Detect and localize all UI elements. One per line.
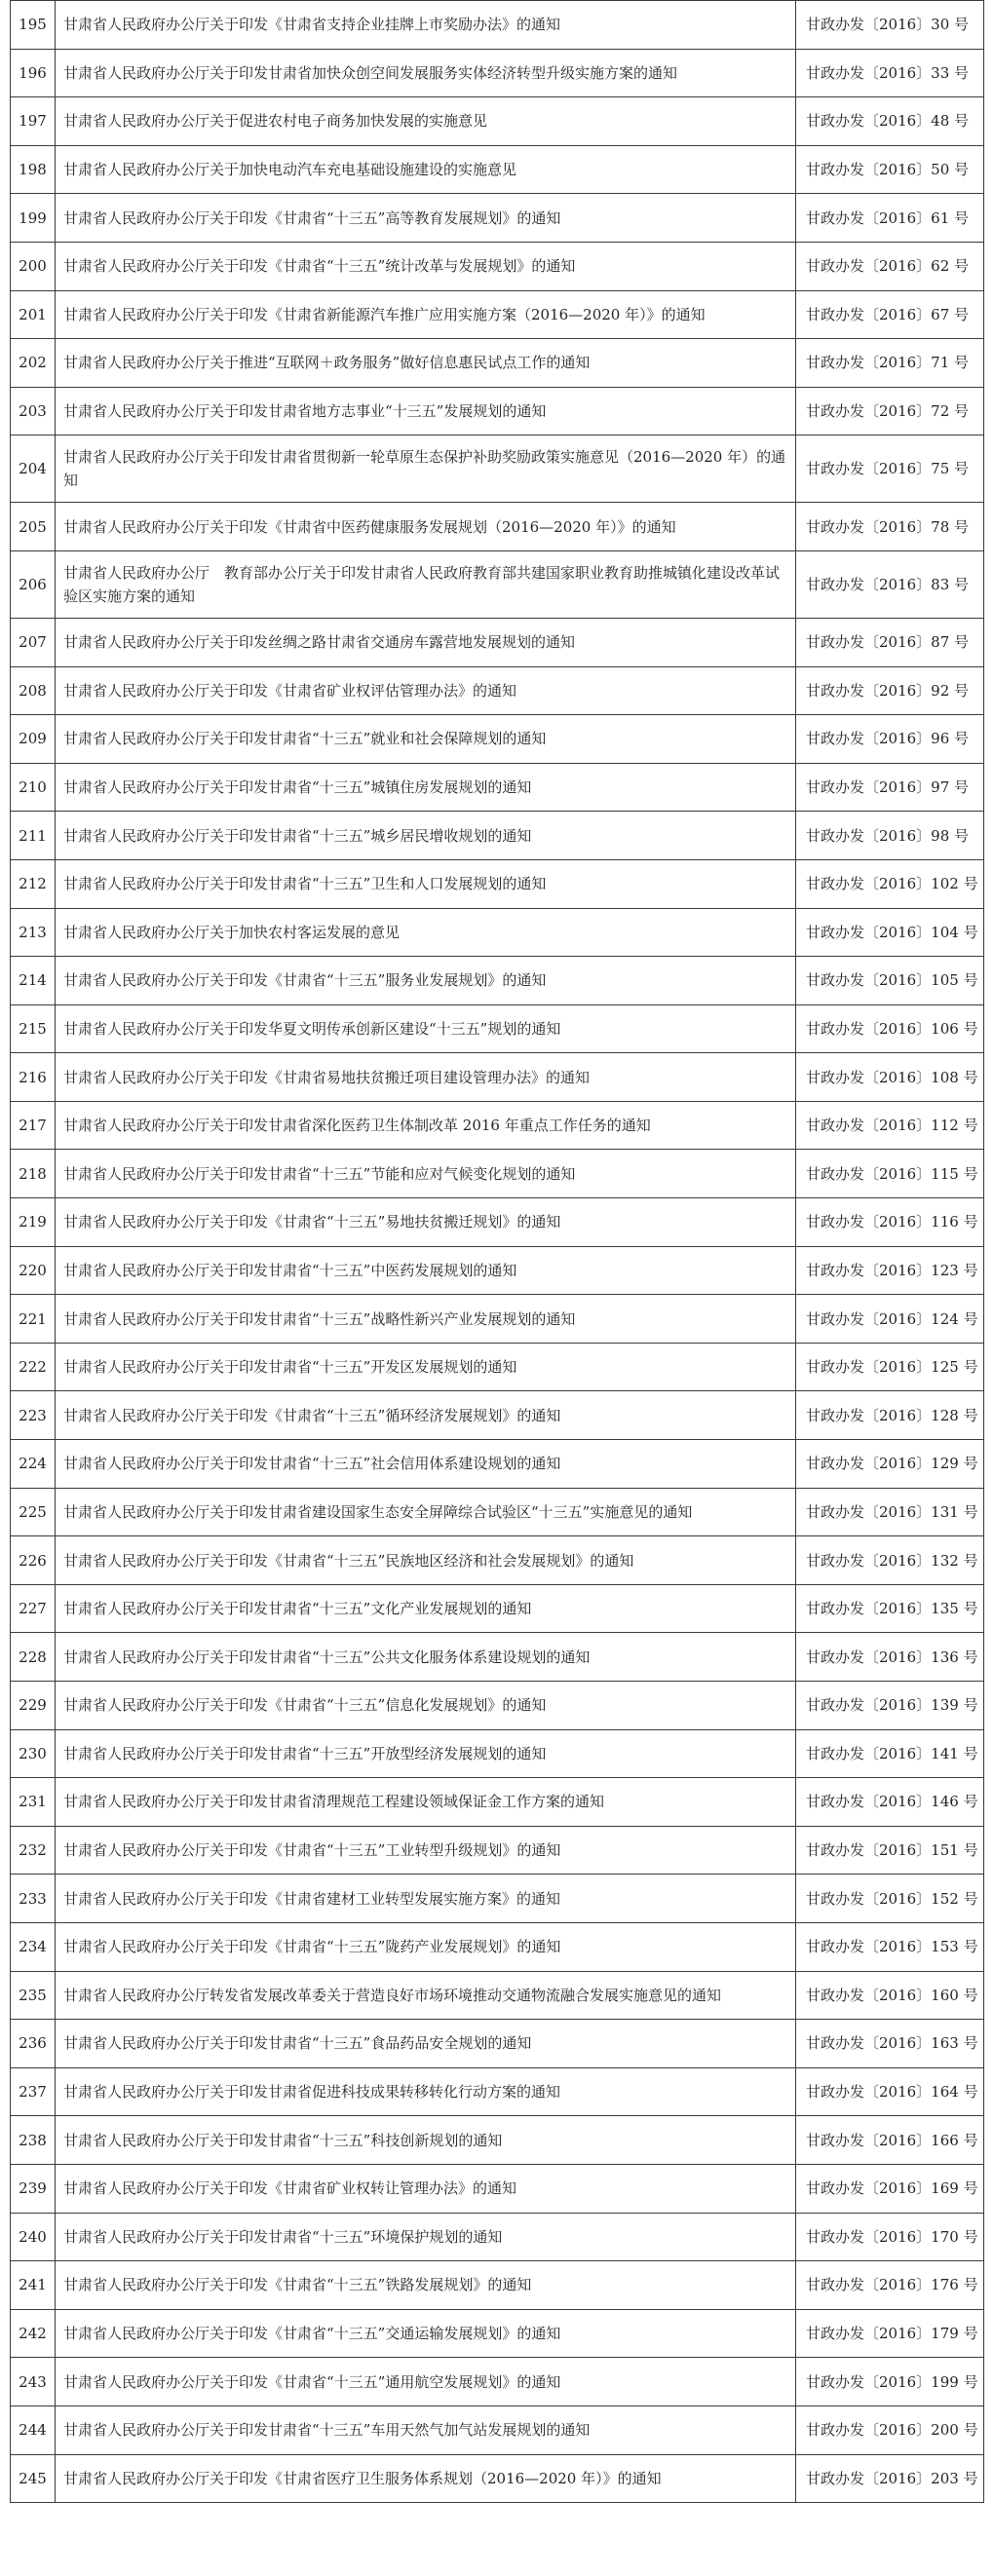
document-title: 甘肃省人民政府办公厅关于加快农村客运发展的意见	[56, 908, 796, 957]
document-number: 甘政办发〔2016〕106 号	[796, 1004, 984, 1053]
row-number: 221	[11, 1295, 56, 1344]
table-row	[11, 242, 984, 290]
document-title: 甘肃省人民政府办公厅关于印发甘肃省清理规范工程建设领域保证金工作方案的通知	[56, 1778, 796, 1827]
table-row	[11, 550, 984, 618]
document-title: 甘肃省人民政府办公厅关于印发《甘肃省支持企业挂牌上市奖励办法》的通知	[56, 1, 796, 50]
document-title: 甘肃省人民政府办公厅关于印发甘肃省“十三五”城镇住房发展规划的通知	[56, 763, 796, 812]
table-row	[11, 2358, 984, 2406]
document-table	[10, 0, 984, 2503]
table-row	[11, 908, 984, 957]
row-number: 245	[11, 2454, 56, 2503]
row-number: 242	[11, 2309, 56, 2358]
document-number: 甘政办发〔2016〕136 号	[796, 1633, 984, 1682]
document-number: 甘政办发〔2016〕135 号	[796, 1584, 984, 1633]
table-row	[11, 1488, 984, 1536]
document-title: 甘肃省人民政府办公厅关于印发《甘肃省矿业权转让管理办法》的通知	[56, 2164, 796, 2213]
row-number: 215	[11, 1004, 56, 1053]
document-title: 甘肃省人民政府办公厅关于推进“互联网＋政务服务”做好信息惠民试点工作的通知	[56, 339, 796, 388]
row-number: 234	[11, 1922, 56, 1971]
document-title: 甘肃省人民政府办公厅关于印发《甘肃省医疗卫生服务体系规划（2016—2020 年）》的通知	[56, 2454, 796, 2503]
table-row	[11, 763, 984, 812]
document-number: 甘政办发〔2016〕123 号	[796, 1246, 984, 1295]
document-number: 甘政办发〔2016〕125 号	[796, 1343, 984, 1391]
document-title: 甘肃省人民政府办公厅关于印发《甘肃省建材工业转型发展实施方案》的通知	[56, 1875, 796, 1923]
row-number: 241	[11, 2261, 56, 2310]
row-number: 226	[11, 1536, 56, 1585]
row-number: 235	[11, 1971, 56, 2020]
row-number: 199	[11, 194, 56, 243]
row-number: 212	[11, 859, 56, 908]
document-title: 甘肃省人民政府办公厅关于印发《甘肃省“十三五”高等教育发展规划》的通知	[56, 194, 796, 243]
row-number: 240	[11, 2213, 56, 2261]
table-row	[11, 1971, 984, 2020]
document-number: 甘政办发〔2016〕152 号	[796, 1875, 984, 1923]
document-title: 甘肃省人民政府办公厅关于印发《甘肃省“十三五”工业转型升级规划》的通知	[56, 1826, 796, 1875]
table-row	[11, 1198, 984, 1247]
table-row	[11, 2454, 984, 2503]
document-number: 甘政办发〔2016〕166 号	[796, 2116, 984, 2165]
document-title: 甘肃省人民政府办公厅关于印发甘肃省地方志事业“十三五”发展规划的通知	[56, 387, 796, 436]
row-number: 228	[11, 1633, 56, 1682]
document-title: 甘肃省人民政府办公厅关于印发《甘肃省“十三五”统计改革与发展规划》的通知	[56, 242, 796, 290]
document-number: 甘政办发〔2016〕33 号	[796, 49, 984, 97]
document-title: 甘肃省人民政府办公厅关于印发《甘肃省“十三五”陇药产业发展规划》的通知	[56, 1922, 796, 1971]
row-number: 239	[11, 2164, 56, 2213]
row-number: 218	[11, 1150, 56, 1198]
document-number: 甘政办发〔2016〕200 号	[796, 2406, 984, 2454]
table-row	[11, 1633, 984, 1682]
document-title: 甘肃省人民政府办公厅关于印发甘肃省“十三五”公共文化服务体系建设规划的通知	[56, 1633, 796, 1682]
row-number: 197	[11, 97, 56, 146]
document-number: 甘政办发〔2016〕153 号	[796, 1922, 984, 1971]
row-number: 209	[11, 715, 56, 764]
document-number: 甘政办发〔2016〕87 号	[796, 618, 984, 666]
table-row	[11, 1101, 984, 1150]
table-row	[11, 1440, 984, 1489]
document-number: 甘政办发〔2016〕97 号	[796, 763, 984, 812]
document-title: 甘肃省人民政府办公厅关于印发甘肃省“十三五”开放型经济发展规划的通知	[56, 1729, 796, 1778]
document-title: 甘肃省人民政府办公厅关于印发甘肃省“十三五”车用天然气加气站发展规划的通知	[56, 2406, 796, 2454]
document-number: 甘政办发〔2016〕141 号	[796, 1729, 984, 1778]
document-title: 甘肃省人民政府办公厅关于印发甘肃省深化医药卫生体制改革 2016 年重点工作任务的通知	[56, 1101, 796, 1150]
table-row	[11, 1343, 984, 1391]
document-title: 甘肃省人民政府办公厅关于印发甘肃省贯彻新一轮草原生态保护补助奖励政策实施意见（2016—2020 年）的通知	[56, 436, 796, 503]
row-number: 227	[11, 1584, 56, 1633]
table-row	[11, 1584, 984, 1633]
table-row	[11, 1875, 984, 1923]
row-number: 238	[11, 2116, 56, 2165]
document-title: 甘肃省人民政府办公厅关于印发甘肃省“十三五”卫生和人口发展规划的通知	[56, 859, 796, 908]
document-title: 甘肃省人民政府办公厅关于印发甘肃省“十三五”就业和社会保障规划的通知	[56, 715, 796, 764]
table-row	[11, 2116, 984, 2165]
table-row	[11, 2406, 984, 2454]
document-number: 甘政办发〔2016〕62 号	[796, 242, 984, 290]
document-number: 甘政办发〔2016〕112 号	[796, 1101, 984, 1150]
document-title: 甘肃省人民政府办公厅关于印发甘肃省“十三五”开发区发展规划的通知	[56, 1343, 796, 1391]
row-number: 198	[11, 145, 56, 194]
table-body	[11, 1, 984, 2503]
document-number: 甘政办发〔2016〕179 号	[796, 2309, 984, 2358]
row-number: 243	[11, 2358, 56, 2406]
table-row	[11, 2213, 984, 2261]
document-title: 甘肃省人民政府办公厅关于加快电动汽车充电基础设施建设的实施意见	[56, 145, 796, 194]
table-row	[11, 1536, 984, 1585]
table-row	[11, 666, 984, 715]
document-title: 甘肃省人民政府办公厅关于印发《甘肃省“十三五”交通运输发展规划》的通知	[56, 2309, 796, 2358]
table-row	[11, 1295, 984, 1344]
table-row	[11, 2067, 984, 2116]
row-number: 216	[11, 1053, 56, 1102]
row-number: 225	[11, 1488, 56, 1536]
document-title: 甘肃省人民政府办公厅关于印发《甘肃省中医药健康服务发展规划（2016—2020 年）》的通知	[56, 503, 796, 551]
row-number: 195	[11, 1, 56, 50]
table-row	[11, 812, 984, 860]
document-number: 甘政办发〔2016〕115 号	[796, 1150, 984, 1198]
table-row	[11, 2261, 984, 2310]
document-number: 甘政办发〔2016〕104 号	[796, 908, 984, 957]
row-number: 229	[11, 1682, 56, 1730]
table-row	[11, 1826, 984, 1875]
document-number: 甘政办发〔2016〕61 号	[796, 194, 984, 243]
row-number: 202	[11, 339, 56, 388]
document-title: 甘肃省人民政府办公厅关于印发《甘肃省易地扶贫搬迁项目建设管理办法》的通知	[56, 1053, 796, 1102]
table-row	[11, 618, 984, 666]
document-title: 甘肃省人民政府办公厅关于印发甘肃省“十三五”环境保护规划的通知	[56, 2213, 796, 2261]
row-number: 217	[11, 1101, 56, 1150]
row-number: 233	[11, 1875, 56, 1923]
document-number: 甘政办发〔2016〕170 号	[796, 2213, 984, 2261]
table-row	[11, 339, 984, 388]
table-row	[11, 2020, 984, 2068]
document-number: 甘政办发〔2016〕78 号	[796, 503, 984, 551]
document-title: 甘肃省人民政府办公厅关于印发甘肃省“十三五”食品药品安全规划的通知	[56, 2020, 796, 2068]
document-title: 甘肃省人民政府办公厅关于印发丝绸之路甘肃省交通房车露营地发展规划的通知	[56, 618, 796, 666]
row-number: 206	[11, 550, 56, 618]
table-row	[11, 1004, 984, 1053]
table-row	[11, 97, 984, 146]
table-row	[11, 194, 984, 243]
row-number: 210	[11, 763, 56, 812]
document-number: 甘政办发〔2016〕128 号	[796, 1391, 984, 1440]
table-row	[11, 1150, 984, 1198]
document-number: 甘政办发〔2016〕96 号	[796, 715, 984, 764]
document-number: 甘政办发〔2016〕124 号	[796, 1295, 984, 1344]
table-row	[11, 2309, 984, 2358]
document-title: 甘肃省人民政府办公厅关于印发甘肃省“十三五”战略性新兴产业发展规划的通知	[56, 1295, 796, 1344]
document-number: 甘政办发〔2016〕92 号	[796, 666, 984, 715]
table-row	[11, 1246, 984, 1295]
document-number: 甘政办发〔2016〕163 号	[796, 2020, 984, 2068]
row-number: 231	[11, 1778, 56, 1827]
document-title: 甘肃省人民政府办公厅关于印发甘肃省加快众创空间发展服务实体经济转型升级实施方案的通知	[56, 49, 796, 97]
document-number: 甘政办发〔2016〕83 号	[796, 550, 984, 618]
table-row	[11, 1053, 984, 1102]
document-title: 甘肃省人民政府办公厅 教育部办公厅关于印发甘肃省人民政府教育部共建国家职业教育助推城镇化建设改革试验区实施方案的通知	[56, 550, 796, 618]
document-title: 甘肃省人民政府办公厅关于印发《甘肃省矿业权评估管理办法》的通知	[56, 666, 796, 715]
document-title: 甘肃省人民政府办公厅关于印发《甘肃省新能源汽车推广应用实施方案（2016—2020 年）》的通知	[56, 290, 796, 339]
document-title: 甘肃省人民政府办公厅关于印发甘肃省促进科技成果转移转化行动方案的通知	[56, 2067, 796, 2116]
document-number: 甘政办发〔2016〕199 号	[796, 2358, 984, 2406]
document-title: 甘肃省人民政府办公厅关于印发《甘肃省“十三五”易地扶贫搬迁规划》的通知	[56, 1198, 796, 1247]
document-number: 甘政办发〔2016〕71 号	[796, 339, 984, 388]
row-number: 230	[11, 1729, 56, 1778]
document-title: 甘肃省人民政府办公厅关于印发《甘肃省“十三五”服务业发展规划》的通知	[56, 957, 796, 1005]
document-number: 甘政办发〔2016〕72 号	[796, 387, 984, 436]
document-title: 甘肃省人民政府办公厅转发省发展改革委关于营造良好市场环境推动交通物流融合发展实施意见的通知	[56, 1971, 796, 2020]
table-row	[11, 503, 984, 551]
row-number: 213	[11, 908, 56, 957]
document-number: 甘政办发〔2016〕131 号	[796, 1488, 984, 1536]
document-number: 甘政办发〔2016〕176 号	[796, 2261, 984, 2310]
row-number: 224	[11, 1440, 56, 1489]
document-title: 甘肃省人民政府办公厅关于印发《甘肃省“十三五”通用航空发展规划》的通知	[56, 2358, 796, 2406]
row-number: 222	[11, 1343, 56, 1391]
document-title: 甘肃省人民政府办公厅关于印发《甘肃省“十三五”铁路发展规划》的通知	[56, 2261, 796, 2310]
document-number: 甘政办发〔2016〕48 号	[796, 97, 984, 146]
row-number: 208	[11, 666, 56, 715]
document-title: 甘肃省人民政府办公厅关于印发《甘肃省“十三五”民族地区经济和社会发展规划》的通知	[56, 1536, 796, 1585]
table-row	[11, 387, 984, 436]
table-row	[11, 436, 984, 503]
row-number: 223	[11, 1391, 56, 1440]
document-title: 甘肃省人民政府办公厅关于促进农村电子商务加快发展的实施意见	[56, 97, 796, 146]
table-row	[11, 1682, 984, 1730]
document-title: 甘肃省人民政府办公厅关于印发甘肃省“十三五”社会信用体系建设规划的通知	[56, 1440, 796, 1489]
document-title: 甘肃省人民政府办公厅关于印发《甘肃省“十三五”信息化发展规划》的通知	[56, 1682, 796, 1730]
table-row	[11, 49, 984, 97]
document-title: 甘肃省人民政府办公厅关于印发华夏文明传承创新区建设“十三五”规划的通知	[56, 1004, 796, 1053]
document-title: 甘肃省人民政府办公厅关于印发《甘肃省“十三五”循环经济发展规划》的通知	[56, 1391, 796, 1440]
row-number: 196	[11, 49, 56, 97]
document-number: 甘政办发〔2016〕102 号	[796, 859, 984, 908]
document-number: 甘政办发〔2016〕164 号	[796, 2067, 984, 2116]
row-number: 204	[11, 436, 56, 503]
table-row	[11, 145, 984, 194]
document-number: 甘政办发〔2016〕108 号	[796, 1053, 984, 1102]
document-number: 甘政办发〔2016〕151 号	[796, 1826, 984, 1875]
document-number: 甘政办发〔2016〕203 号	[796, 2454, 984, 2503]
table-row	[11, 1391, 984, 1440]
row-number: 205	[11, 503, 56, 551]
document-title: 甘肃省人民政府办公厅关于印发甘肃省“十三五”节能和应对气候变化规划的通知	[56, 1150, 796, 1198]
row-number: 237	[11, 2067, 56, 2116]
table-row	[11, 859, 984, 908]
row-number: 200	[11, 242, 56, 290]
document-title: 甘肃省人民政府办公厅关于印发甘肃省建设国家生态安全屏障综合试验区“十三五”实施意见的通知	[56, 1488, 796, 1536]
document-number: 甘政办发〔2016〕132 号	[796, 1536, 984, 1585]
table-row	[11, 1729, 984, 1778]
table-row	[11, 2164, 984, 2213]
document-number: 甘政办发〔2016〕98 号	[796, 812, 984, 860]
row-number: 201	[11, 290, 56, 339]
document-number: 甘政办发〔2016〕67 号	[796, 290, 984, 339]
document-number: 甘政办发〔2016〕75 号	[796, 436, 984, 503]
document-number: 甘政办发〔2016〕139 号	[796, 1682, 984, 1730]
document-number: 甘政办发〔2016〕169 号	[796, 2164, 984, 2213]
table-row	[11, 290, 984, 339]
row-number: 244	[11, 2406, 56, 2454]
row-number: 207	[11, 618, 56, 666]
document-title: 甘肃省人民政府办公厅关于印发甘肃省“十三五”科技创新规划的通知	[56, 2116, 796, 2165]
document-number: 甘政办发〔2016〕30 号	[796, 1, 984, 50]
table-row	[11, 1, 984, 50]
table-row	[11, 957, 984, 1005]
document-number: 甘政办发〔2016〕146 号	[796, 1778, 984, 1827]
row-number: 214	[11, 957, 56, 1005]
document-title: 甘肃省人民政府办公厅关于印发甘肃省“十三五”中医药发展规划的通知	[56, 1246, 796, 1295]
row-number: 236	[11, 2020, 56, 2068]
row-number: 203	[11, 387, 56, 436]
row-number: 211	[11, 812, 56, 860]
document-number: 甘政办发〔2016〕129 号	[796, 1440, 984, 1489]
row-number: 219	[11, 1198, 56, 1247]
document-title: 甘肃省人民政府办公厅关于印发甘肃省“十三五”城乡居民增收规划的通知	[56, 812, 796, 860]
row-number: 220	[11, 1246, 56, 1295]
table-row	[11, 1778, 984, 1827]
document-title: 甘肃省人民政府办公厅关于印发甘肃省“十三五”文化产业发展规划的通知	[56, 1584, 796, 1633]
document-number: 甘政办发〔2016〕160 号	[796, 1971, 984, 2020]
document-number: 甘政办发〔2016〕105 号	[796, 957, 984, 1005]
table-row	[11, 715, 984, 764]
table-row	[11, 1922, 984, 1971]
row-number: 232	[11, 1826, 56, 1875]
document-number: 甘政办发〔2016〕116 号	[796, 1198, 984, 1247]
document-number: 甘政办发〔2016〕50 号	[796, 145, 984, 194]
